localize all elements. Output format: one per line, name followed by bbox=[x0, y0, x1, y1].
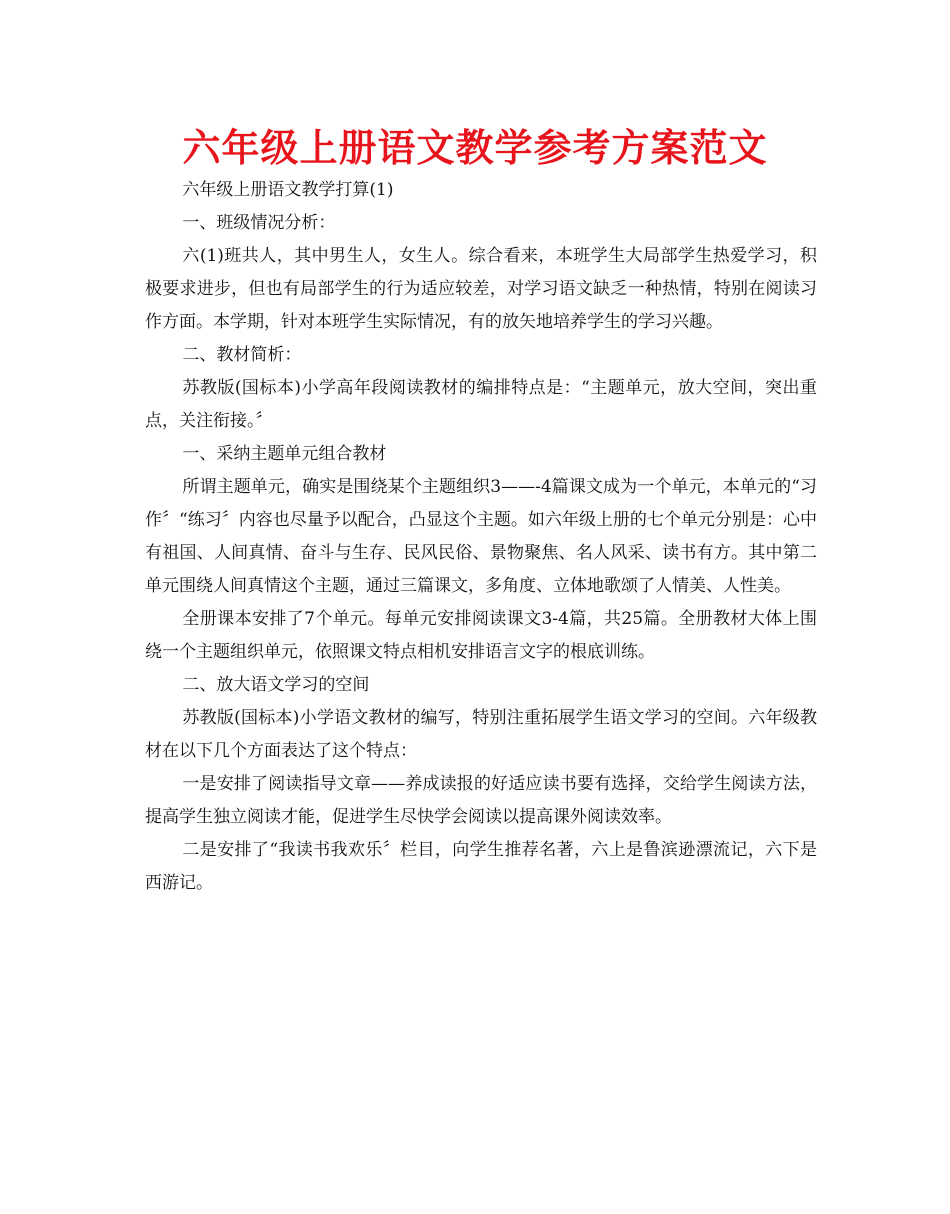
paragraph-unit-count: 全册课本安排了7个单元。每单元安排阅读课文3-4篇，共25篇。全册教材大体上围绕一个主题组织单元，依照课文特点相机安排语言文字的根底训练。 bbox=[145, 609, 817, 662]
paragraph-learning-space: 苏教版(国标本)小学语文教材的编写，特别注重拓展学生语文学习的空间。六年级教材在以下几个方面表达了这个特点： bbox=[145, 708, 817, 761]
document-body bbox=[145, 174, 817, 900]
paragraph-plan-heading: 六年级上册语文教学打算(1) bbox=[182, 180, 394, 200]
paragraph-class-analysis: 六(1)班共人，其中男生人，女生人。综合看来，本班学生大局部学生热爱学习，积极要求进步，但也有局部学生的行为适应较差，对学习语文缺乏一种热情，特别在阅读习作方面。本学期，针对本班学生实际情况，有的放矢地培养学生的学习兴趣。 bbox=[145, 246, 817, 332]
paragraph-section-textbook: 二、教材简析： bbox=[182, 345, 302, 365]
paragraph-point-two: 二是安排了“我读书我欢乐〞栏目，向学生推荐名著，六上是鲁滨逊漂流记，六下是西游记。 bbox=[145, 840, 817, 893]
paragraph-theme-units: 所谓主题单元，确实是围绕某个主题组织3——-4篇课文成为一个单元，本单元的“习作〞“练习〞内容也尽量予以配合，凸显这个主题。如六年级上册的七个单元分别是：心中有祖国、人间真情、奋斗与生存、民风民俗、景物聚焦、名人风采、读书有方。其中第二单元围绕人间真情这个主题，通过三篇课文，多角度、立体地歌颂了人情美、人性美。 bbox=[145, 477, 817, 596]
paragraph-textbook-features: 苏教版(国标本)小学高年段阅读教材的编排特点是：“主题单元，放大空间，突出重点，关注衔接。〞 bbox=[145, 378, 817, 431]
document-title: 六年级上册语文教学参考方案范文 bbox=[182, 125, 768, 170]
paragraph-section-class-analysis: 一、班级情况分析： bbox=[182, 213, 336, 233]
paragraph-subsection-learning-space: 二、放大语文学习的空间 bbox=[182, 675, 370, 695]
paragraph-point-one: 一是安排了阅读指导文章——养成读报的好适应读书要有选择，交给学生阅读方法，提高学生独立阅读才能，促进学生尽快学会阅读以提高课外阅读效率。 bbox=[145, 774, 817, 827]
paragraph-subsection-theme-units: 一、采纳主题单元组合教材 bbox=[182, 444, 387, 464]
